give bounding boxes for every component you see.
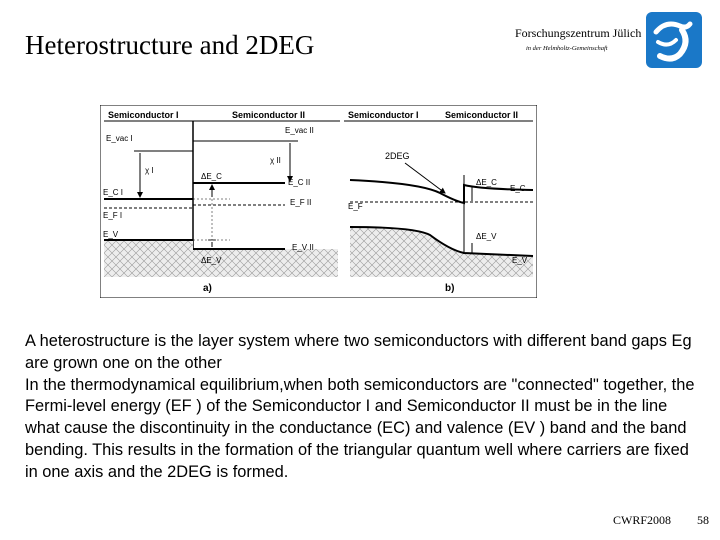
page-number: 58 [697, 513, 709, 527]
panel-a-header-2: Semiconductor II [232, 110, 306, 120]
label-evac1: E_vac I [106, 134, 133, 143]
label-b-ev: E_V [512, 256, 528, 265]
label-2deg: 2DEG [385, 151, 410, 161]
label-evac2: E_vac II [285, 126, 314, 135]
band-diagram [100, 105, 537, 298]
org-subtitle: in der Helmholtz-Gemeinschaft [526, 45, 608, 52]
label-ef2: E_F II [290, 198, 312, 207]
panel-b-header-2: Semiconductor II [445, 110, 519, 120]
label-chi2: χ II [270, 156, 281, 165]
label-ev1: E_V [103, 230, 119, 239]
org-name: Forschungszentrum Jülich [515, 26, 642, 40]
fz-juelich-logo-icon [646, 12, 702, 68]
label-ec1: E_C I [103, 188, 124, 197]
label-chi1: χ I [145, 166, 154, 175]
label-dev: ΔE_V [201, 256, 222, 265]
slide-title: Heterostructure and 2DEG [25, 30, 315, 60]
caption-b: b) [445, 283, 455, 294]
panel-b-header-1: Semiconductor I [348, 110, 419, 120]
label-b-ef: E_F [348, 202, 363, 211]
body-paragraph-1: A heterostructure is the layer system where two semiconductors with different band gaps Eg are grown one on the other [25, 332, 692, 372]
label-ev2: E_V II [292, 243, 314, 252]
label-ec2: E_C II [288, 178, 311, 187]
label-b-ec: E_C [510, 184, 526, 193]
footer-conference: CWRF2008 [613, 513, 672, 527]
label-ef1: E_F I [103, 211, 123, 220]
panel-a-header-1: Semiconductor I [108, 110, 179, 120]
body-text [25, 331, 705, 484]
body-paragraph-2: In the thermodynamical equilibrium,when both semiconductors are "connected" together, the Fermi-level energy (EF ) of the Semiconductor I and Semiconductor II must be in the line what cause the discontinuity in the conductance (EC) and valence (EV ) band and the band bending. This results in the formation of the triangular quantum well where carriers are fixed in one axis and the 2DEG is formed. [25, 375, 695, 481]
label-b-dec: ΔE_C [476, 178, 497, 187]
label-dec: ΔE_C [201, 172, 222, 181]
caption-a: a) [203, 283, 212, 294]
label-b-dev: ΔE_V [476, 232, 497, 241]
